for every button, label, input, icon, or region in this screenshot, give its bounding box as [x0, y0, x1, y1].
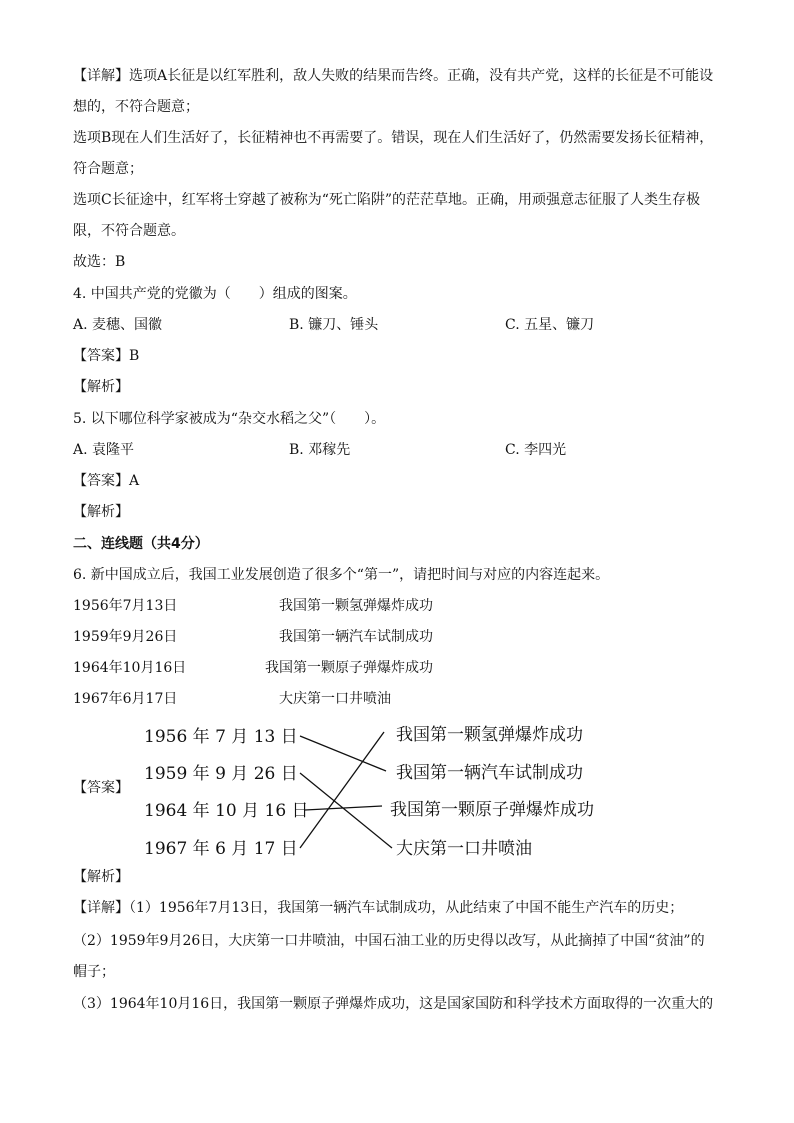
- answer-date-4: 1967 年 6 月 17 日: [144, 839, 298, 859]
- explanation-line-4: 符合题意；: [73, 161, 143, 177]
- explanation-line-3: 选项B现在人们生活好了，长征精神也不再需要了。错误，现在人们生活好了，仍然需要发扬长征精神，: [73, 130, 714, 146]
- question-5-option-a: A. 袁隆平: [73, 442, 135, 458]
- answer-date-3: 1964 年 10 月 16 日: [144, 801, 309, 821]
- question-4-option-b: B. 镰刀、锤头: [289, 317, 379, 333]
- question-5-answer: 【答案】A: [73, 473, 140, 489]
- question-6-date-3: 1964年10月16日: [73, 660, 187, 676]
- question-6-date-1: 1956年7月13日: [73, 598, 178, 614]
- section-2-heading: 二、连线题（共4分）: [73, 536, 209, 552]
- connector-line-3: [305, 806, 382, 810]
- question-6-date-4: 1967年6月17日: [73, 691, 178, 707]
- question-6-event-3: 我国第一颗原子弹爆炸成功: [265, 660, 433, 676]
- question-6-stem: 6. 新中国成立后，我国工业发展创造了很多个“第一”，请把时间与对应的内容连起来。: [73, 567, 610, 583]
- question-6-event-4: 大庆第一口井喷油: [279, 691, 391, 707]
- answer-event-3: 我国第一颗原子弹爆炸成功: [390, 800, 594, 820]
- question-4-stem: 4. 中国共产党的党徽为（ ）组成的图案。: [73, 286, 357, 302]
- question-6-event-2: 我国第一辆汽车试制成功: [279, 629, 433, 645]
- question-5-option-c: C. 李四光: [505, 442, 567, 458]
- question-5-stem: 5. 以下哪位科学家被成为“杂交水稻之父”（ ）。: [73, 411, 386, 427]
- answer-event-4: 大庆第一口井喷油: [396, 839, 532, 859]
- question-4-analysis: 【解析】: [73, 379, 129, 395]
- question-6-date-2: 1959年9月26日: [73, 629, 178, 645]
- explanation-line-5: 选项C长征途中，红军将士穿越了被称为“死亡陷阱”的茫茫草地。正确，用顽强意志征服了人类生存极: [73, 192, 701, 208]
- answer-date-2: 1959 年 9 月 26 日: [144, 764, 298, 784]
- question-5-analysis: 【解析】: [73, 504, 129, 520]
- explanation-line-1: 【详解】选项A长征是以红军胜利，敌人失败的结果而告终。正确，没有共产党，这样的长征是不可能设: [73, 68, 714, 84]
- question-6-answer-label: 【答案】: [73, 780, 129, 796]
- question-4-option-a: A. 麦穗、国徽: [73, 317, 163, 333]
- question-4-option-c: C. 五星、镰刀: [505, 317, 595, 333]
- matching-answer-diagram: [130, 716, 630, 864]
- question-6-detail-2a: （2）1959年9月26日，大庆第一口井喷油，中国石油工业的历史得以改写，从此摘掉了中国“贫油”的: [73, 933, 705, 949]
- question-6-detail-3: （3）1964年10月16日，我国第一颗原子弹爆炸成功，这是国家国防和科学技术方面取得的一次重大的: [73, 996, 714, 1012]
- connector-line-1: [300, 736, 386, 771]
- explanation-line-2: 想的，不符合题意；: [73, 99, 199, 115]
- question-4-answer: 【答案】B: [73, 348, 140, 364]
- answer-event-2: 我国第一辆汽车试制成功: [396, 763, 583, 783]
- question-5-option-b: B. 邓稼先: [289, 442, 351, 458]
- answer-event-1: 我国第一颗氢弹爆炸成功: [396, 725, 583, 745]
- question-6-detail-1: 【详解】（1）1956年7月13日，我国第一辆汽车试制成功，从此结束了中国不能生产汽车的历史；: [73, 900, 684, 916]
- question-6-event-1: 我国第一颗氢弹爆炸成功: [279, 598, 433, 614]
- question-6-detail-2b: 帽子；: [73, 964, 115, 980]
- explanation-line-6: 限，不符合题意。: [73, 223, 185, 239]
- answer-date-1: 1956 年 7 月 13 日: [144, 727, 298, 747]
- question-6-analysis: 【解析】: [73, 869, 129, 885]
- explanation-conclusion: 故选：B: [73, 254, 126, 270]
